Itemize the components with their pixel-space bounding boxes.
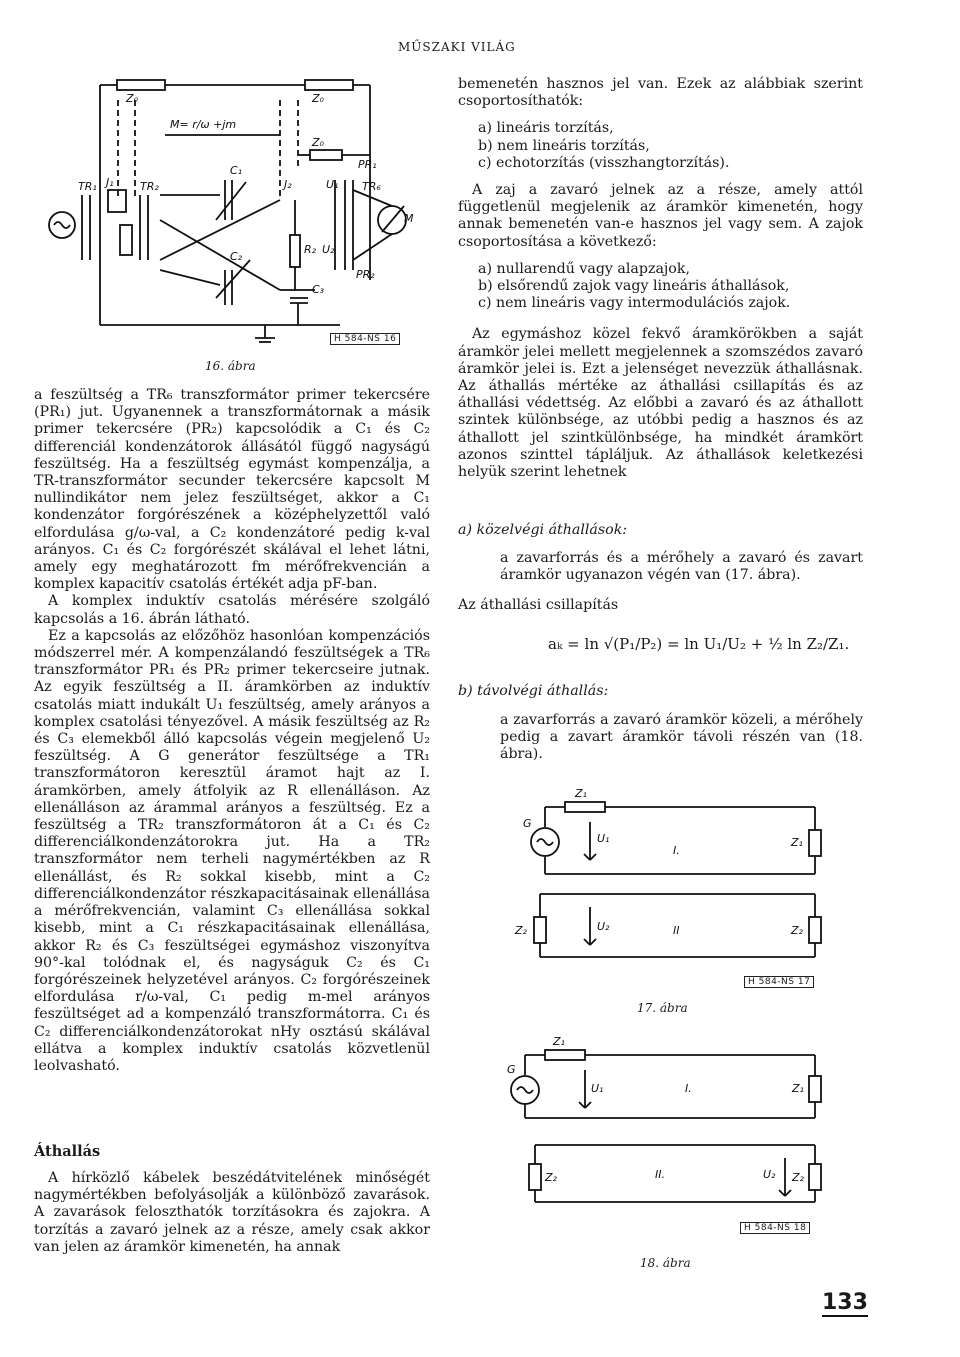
fig18-label-ii: II. [655, 1168, 665, 1181]
list1-item: b) nem lineáris torzítás, [478, 137, 650, 154]
fig18-label-z1r: Z₁ [792, 1082, 804, 1095]
fig18-label-z1: Z₁ [553, 1035, 565, 1048]
list2-item: a) nullarendű vagy alapzajok, [478, 260, 690, 277]
fig17-label-u2: U₂ [597, 920, 610, 933]
fig16-tag: H 584-NS 16 [330, 333, 400, 345]
fig16-label-u1: U₁ [326, 178, 339, 191]
fig17-label-z1: Z₁ [575, 787, 587, 800]
fig17-label-i: I. [673, 844, 680, 857]
far-end-text: a zavarforrás a zavaró áramkör közeli, a mérőhely pedig a zavart áramkör távoli részén van (18. ábra). [500, 712, 863, 763]
figure-16-circuit [40, 70, 420, 360]
figure-17-circuit [505, 782, 835, 967]
fig17-label-z1r: Z₁ [791, 836, 803, 849]
fig16-label-m: M= r/ω +jm [170, 118, 237, 131]
fig16-label-tr1: TR₁ [78, 180, 97, 193]
list1-item: c) echotorzítás (visszhangtorzítás). [478, 154, 730, 171]
fig16-label-c1: C₁ [230, 164, 243, 177]
fig16-label-r2: R₂ [304, 243, 317, 256]
page-number: 133 [822, 1290, 868, 1315]
fig17-label-z2r: Z₂ [791, 924, 803, 937]
right-paragraph-1: bemenetén hasznos jel van. Ezek az alábbiak szerint csoportosíthatók: [458, 76, 863, 110]
near-end-heading: a) közelvégi áthallások: [458, 522, 628, 538]
far-end-heading: b) távolvégi áthallás: [458, 683, 609, 699]
fig17-label-z2: Z₂ [515, 924, 527, 937]
list2-item: b) elsőrendű zajok vagy lineáris áthallások, [478, 278, 790, 295]
right-column-top [458, 76, 863, 481]
fig18-label-z2r: Z₂ [792, 1171, 804, 1184]
fig16-label-pr1: PR₁ [358, 158, 377, 171]
noise-list [458, 261, 863, 313]
fig16-label-z0a: Z₀ [126, 92, 138, 105]
section-heading: Áthallás [34, 1143, 101, 1160]
fig17-label-u1: U₁ [597, 832, 610, 845]
distortion-list [458, 120, 863, 172]
fig17-tag: H 584-NS 17 [744, 976, 814, 988]
near-end-text: a zavarforrás és a mérőhely a zavaró és zavart áramkör ugyanazon végén van (17. ábra). [500, 550, 863, 584]
left-paragraph-2: A komplex induktív csatolás mérésére szolgáló kapcsolás a 16. ábrán látható. [34, 593, 430, 627]
fig18-label-z2: Z₂ [545, 1171, 557, 1184]
fig16-label-pr2: PR₂ [356, 268, 375, 281]
fig18-label-g: G [507, 1063, 516, 1076]
fig16-label-mm: M [404, 212, 414, 225]
fig17-caption: 17. ábra [637, 1001, 688, 1015]
right-paragraph-2: A zaj a zavaró jelnek az a része, amely attól függetlenül megjelenik az áramkör kimenetén, hogy annak bemenetén van-e hasznos jel vagy sem. A zajok csoportosítása a következő: [458, 182, 863, 250]
list1-item: a) lineáris torzítás, [478, 120, 614, 137]
fig18-label-i: I. [685, 1082, 692, 1095]
fig18-label-u2: U₂ [763, 1168, 776, 1181]
left-column [34, 387, 430, 1075]
attenuation-formula: aₖ = ln √(P₁/P₂) = ln U₁/U₂ + ½ ln Z₂/Z₁. [548, 635, 850, 653]
running-title: MŰSZAKI VILÁG [398, 40, 516, 54]
fig16-label-tr2: TR₂ [140, 180, 159, 193]
figure-18-circuit [505, 1030, 835, 1210]
list2-item: c) nem lineáris vagy intermodulációs zajok. [478, 295, 791, 312]
fig18-label-u1: U₁ [591, 1082, 604, 1095]
fig16-caption: 16. ábra [205, 359, 256, 373]
fig16-label-c2: C₂ [230, 250, 243, 263]
fig16-label-z0b: Z₀ [312, 92, 324, 105]
fig16-label-z0c: Z₀ [312, 136, 324, 149]
fig18-tag: H 584-NS 18 [740, 1222, 810, 1234]
fig16-label-j2: J₂ [284, 178, 292, 191]
left-paragraph-1: a feszültség a TR₆ transzformátor primer tekercsére (PR₁) jut. Ugyanennek a transzformátornak a másik primer tekercsére (PR₂) kapcsolódik a C₁ és C₂ differenciál kondenzátorok állásától függő nagyságú feszültség. Ha a feszültség egymást kompenzálja, a TR-transzformátor secunder tekercsére kapcsolt M nullindikátor nem jelez feszültséget, akkor a C₁ kondenzátor forgórészének a középhelyzettől való elfordulása g/ω-val, a C₂ kondenzátoré pedig k-val arányos. C₁ és C₂ forgórészét skálával el lehet látni, amely egy meghatározott fm mérőfrekvencián a komplex kapacitív csatolás értékét adja pF-ban. [34, 387, 430, 593]
right-paragraph-3: Az egymáshoz közel fekvő áramkörökben a saját áramkör jelei mellett megjelennek a szomszédos zavaró áramkör jelei is. Ezt a jelenséget nevezzük áthallásnak. Az áthallás mértéke az áthallási csillapítás és az áthallási védettség. Az előbbi a zavaró és az áthallott szintek különbsége, az utóbbi pedig a hasznos és az áthallott jel szintkülönbsége, ha mindkét áramkört azonos szinttel tápláljuk. Az áthallások keletkezési helyük szerint lehetnek [458, 326, 863, 481]
fig17-label-ii: II [673, 924, 680, 937]
left-paragraph-4: A hírközlő kábelek beszédátvitelének minőségét nagymértékben befolyásolják a különböző zavarások. A zavarások feloszthatók torzításokra és zajokra. A torzítás a zavaró jelnek az a része, amely csak akkor van jelen az áramkör kimenetén, ha annak [34, 1170, 430, 1255]
fig17-label-g: G [523, 817, 532, 830]
fig16-label-c3: C₃ [312, 283, 325, 296]
left-column-bottom [34, 1170, 430, 1256]
fig18-caption: 18. ábra [640, 1256, 691, 1270]
left-paragraph-3: Ez a kapcsolás az előzőhöz hasonlóan kompenzációs módszerrel mér. A kompenzálandó feszültségek a TR₆ transzformátor PR₁ és PR₂ primer tekercseire jutnak. Az egyik feszültség a II. áramkörben az induktív csatolás miatt indukált U₁ feszültség, amely arányos a komplex csatolási tényezővel. A másik feszültség az R₂ és C₃ elemekből álló kapcsolás végein megjelenő U₂ feszültség. A G generátor feszültsége a TR₁ transzformátoron keresztül áramot hajt az I. áramkörben, amely átfolyik az R ellenálláson. Az ellenálláson az árammal arányos a feszültség. Ez a feszültség a TR₂ transzformátoron át a C₁ és C₂ differenciálkondenzátorokra jut. Ha a TR₂ transzformátor nem terheli nagymértékben az R ellenállást, és R₂ sokkal kisebb, mint a C₂ differenciálkondenzátor részkapacitásainak ellenállása a mérőfrekvencián, valamint C₃ ellenállása sokkal kisebb, mint a C₁ részkapacitásainak ellenállása, akkor R₂ és C₃ feszültségei egymáshoz viszonyítva 90°-kal tolódnak el, és nagyságuk C₂ és C₁ forgórészeinek helyzetével arányos. C₂ forgórészeinek elfordulása r/ω-val, C₁ pedig m-mel arányos feszültséget ad a kompenzáló transzformátorra. C₁ és C₂ differenciálkondenzátorokat nHy osztású skálával ellátva a komplex induktív csatolás közvetlenül leolvasható. [34, 627, 430, 1074]
fig16-label-tr6: TR₆ [362, 180, 381, 193]
attenuation-label: Az áthallási csillapítás [458, 597, 619, 613]
fig16-label-j1: J₁ [106, 176, 114, 189]
fig16-label-u2: U₂ [322, 243, 335, 256]
